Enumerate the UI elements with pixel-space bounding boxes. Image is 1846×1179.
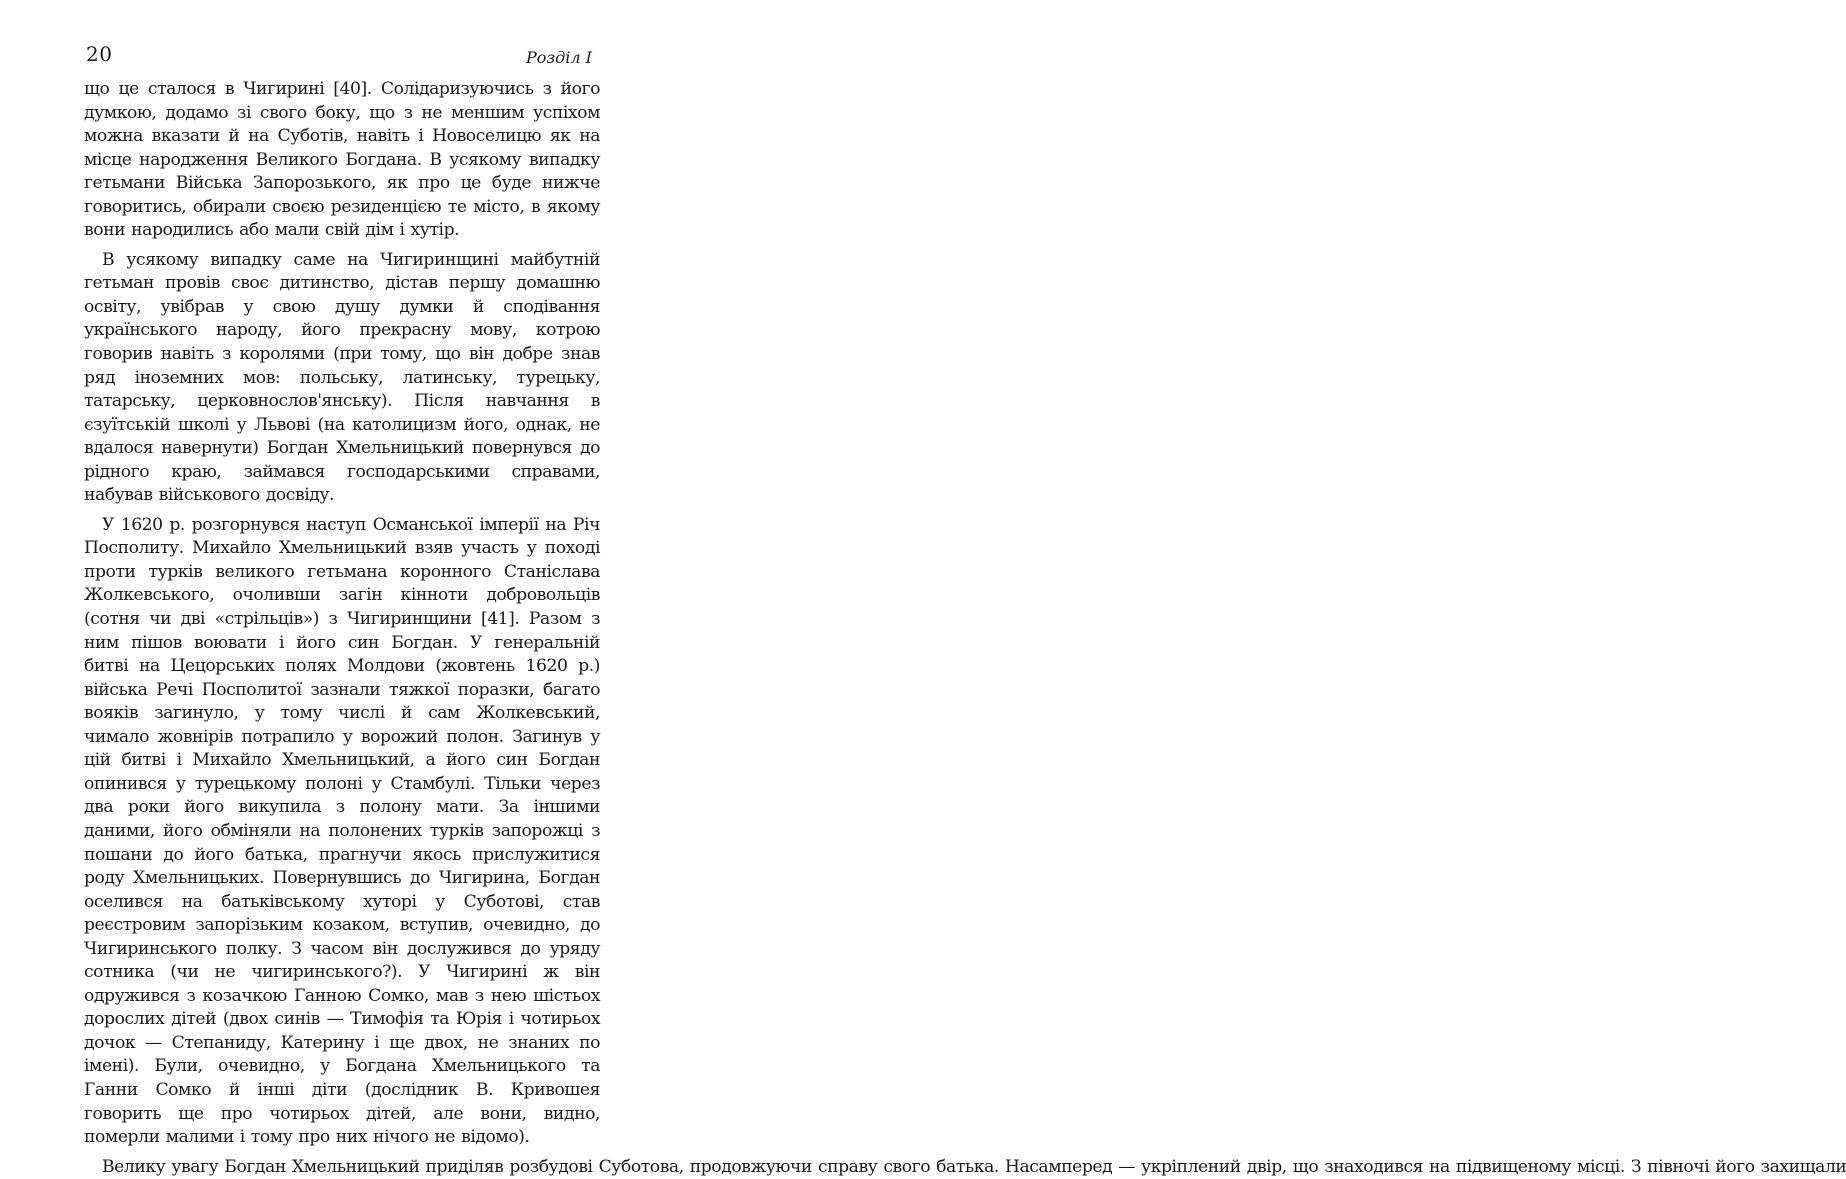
page-number: 20	[86, 42, 113, 66]
paragraph-2: В усякому випадку саме на Чигиринщині майбутній гетьман провів своє дитинство, дістав першу домашню освіту, увібрав у свою душу думки й сподівання українського народу, його прекрасну мову, котрою говорив навіть з королями (при тому, що він добре знав ряд іноземних мов: польську, латинську, турецьку, татарську, церковнослов'янську). Після навчання в єзуїтській школі у Львові (на католицизм його, однак, не вдалося навернути) Богдан Хмельницький повернувся до рідного краю, займався господарськими справами, набував військового досвіду.	[84, 249, 600, 506]
paragraph-3: У 1620 р. розгорнувся наступ Османської імперії на Річ Посполиту. Михайло Хмельницький взяв участь у поході проти турків великого гетьмана коронного Станіслава Жолкевського, очоливши загін кінноти добровольців (сотня чи дві «стрільців») з Чигиринщини [41]. Разом з ним пішов воювати і його син Богдан. У генеральній битві на Цецорських полях Молдови (жовтень 1620 р.) війська Речі Посполитої зазнали тяжкої поразки, багато вояків загинуло, у тому числі й сам Жолкевський, чимало жовнірів потрапило у ворожий полон. Загинув у цій битві і Михайло Хмельницький, а його син Богдан опинився у турецькому полоні у Стамбулі. Тільки через два роки його викупила з полону мати. За іншими даними, його обміняли на полонених турків запорожці з пошани до його батька, прагнучи якось прислужитися роду Хмельницьких. Повернувшись до Чигирина, Богдан оселився на батьківському хуторі у Суботові, став реєстровим запорізьким козаком, вступив, очевидно, до Чигиринського полку. З часом він дослужився до уряду сотника (чи не чигиринського?). У Чигирині ж він одружився з козачкою Ганною Сомко, мав з нею шістьох дорослих дітей (двох синів — Тимофія та Юрія і чотирьох дочок — Степаниду, Катерину і ще двох, не знаних по імені). Були, очевидно, у Богдана Хмельницького та Ганни Сомко й інші діти (дослідник В. Кривошея говорить ще про чотирьох дітей, але вони, видно, померли малими і тому про них нічого не відомо).	[84, 514, 600, 1148]
running-head: Розділ І	[526, 48, 592, 67]
paragraph-1: що це сталося в Чигирині [40]. Солідаризуючись з його думкою, додамо зі свого боку, що з не меншим успіхом можна вказати й на Суботів, навіть і Новоселицю як на місце народження Великого Богдана. В усякому випадку гетьмани Війська Запорозького, як про це буде нижче говоритись, обирали своєю резиденцією те місто, в якому вони народились або мали свій дім і хутір.	[84, 79, 600, 241]
body-text	[84, 78, 1846, 1179]
paragraph-4: Велику увагу Богдан Хмельницький приділяв розбудові Суботова, продовжуючи справу свого батька. Насамперед — укріплений двір, що знаходився на підвищеному місці. З півночі його захищали	[102, 1156, 1846, 1177]
page-header	[86, 42, 596, 72]
